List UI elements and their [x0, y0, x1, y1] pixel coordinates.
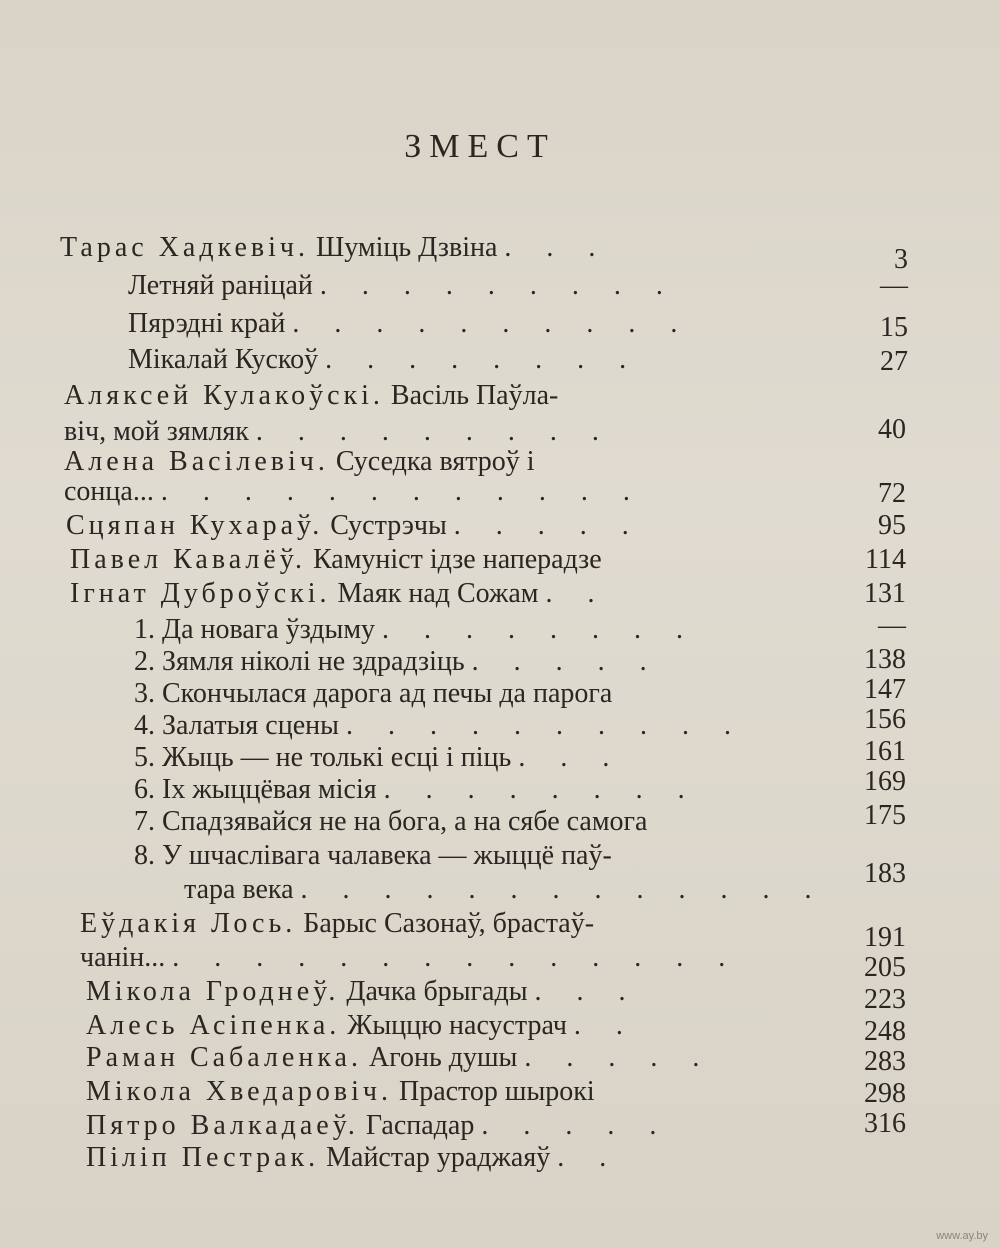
toc-title: Сустрэчы: [330, 510, 447, 541]
toc-row: [134, 840, 612, 872]
toc-row: [70, 578, 608, 610]
toc-author: Аляксей Кулакоўскі.: [64, 380, 384, 411]
toc-title: сонца...: [64, 476, 154, 507]
toc-row: [184, 874, 826, 906]
toc-page: 183: [864, 858, 906, 889]
toc-page: 161: [864, 736, 906, 767]
toc-dots: . . . . . . . .: [382, 614, 698, 645]
toc-row: [80, 942, 739, 974]
toc-title: 5. Жыць — не толькі есці і піць: [134, 742, 512, 773]
toc-row: [64, 476, 644, 508]
toc-row: [60, 232, 609, 264]
toc-dots: . . . . . . . . . . . . . .: [172, 942, 740, 973]
toc-page: 205: [864, 952, 906, 983]
toc-page: 40: [878, 414, 906, 445]
toc-title: 7. Спадзявайся не на бога, а на сябе самога: [134, 806, 648, 837]
toc-page: 72: [878, 478, 906, 509]
toc-page: 138: [864, 644, 906, 675]
toc-row: [134, 614, 697, 646]
toc-author: Еўдакія Лось.: [80, 908, 297, 939]
toc-dots: . . . . . . . .: [325, 344, 641, 375]
toc-row: [86, 1142, 620, 1174]
toc-row: [66, 510, 643, 542]
toc-dots: . . .: [534, 976, 640, 1007]
toc-title: Барыс Сазонаў, брастаў-: [303, 908, 595, 939]
toc-title: 4. Залатыя сцены: [134, 710, 339, 741]
toc-page: 156: [864, 704, 906, 735]
toc-author: Сцяпан Кухараў.: [66, 510, 324, 541]
toc-title: Майстар ураджаяў: [326, 1142, 551, 1173]
toc-author: Раман Сабаленка.: [86, 1042, 362, 1073]
toc-author: Мікола Хведаровіч.: [86, 1076, 392, 1107]
toc-page: 27: [880, 346, 908, 377]
toc-page: 316: [864, 1108, 906, 1139]
toc-title: Гаспадар: [365, 1110, 475, 1141]
toc-row: [134, 742, 623, 774]
toc-row: [86, 1042, 713, 1074]
toc-row: [86, 1110, 670, 1142]
toc-dots: . . . . . . . .: [383, 774, 699, 805]
page-title: ЗМЕСТ: [404, 128, 556, 165]
toc-dots: . . . . . . . . .: [319, 270, 677, 301]
toc-row: [70, 544, 602, 576]
toc-dots: . .: [573, 1010, 637, 1041]
toc-page: 131: [864, 578, 906, 609]
toc-page: 95: [878, 510, 906, 541]
toc-title: Маяк над Сожам: [337, 578, 539, 609]
toc-author: Пятро Валкадаеў.: [86, 1110, 359, 1141]
toc-title: 8. У шчаслівага чалавека — жыццё паў-: [134, 840, 612, 871]
toc-page: 175: [864, 800, 906, 831]
toc-author: Алесь Асіпенка.: [86, 1010, 341, 1041]
toc-page: —: [878, 610, 906, 641]
toc-dots: . . . . . . . . .: [255, 416, 613, 447]
toc-row: [128, 308, 691, 340]
toc-author: Тарас Хадкевіч.: [60, 232, 309, 263]
watermark: www.ay.by: [936, 1230, 988, 1242]
toc-dots: . . . . . . . . . .: [345, 710, 745, 741]
toc-title: Пярэдні край: [128, 308, 286, 339]
toc-title: 1. Да новага ўздыму: [134, 614, 376, 645]
toc-title: Летняй раніцай: [128, 270, 313, 301]
toc-dots: . . . . . . . . . .: [292, 308, 692, 339]
toc-title: чанін...: [80, 942, 166, 973]
toc-dots: . . .: [518, 742, 624, 773]
toc-dots: . . .: [504, 232, 610, 263]
toc-title: Суседка вятроў і: [335, 446, 535, 477]
toc-title: тара века: [184, 874, 294, 905]
toc-page: 169: [864, 766, 906, 797]
toc-page: 114: [865, 544, 906, 575]
toc-title: Васіль Паўла-: [390, 380, 559, 411]
toc-page: 283: [864, 1046, 906, 1077]
toc-title: віч, мой зямляк: [64, 416, 249, 447]
toc-row: [134, 646, 661, 678]
toc-row: [128, 344, 640, 376]
toc-row: [134, 678, 612, 710]
toc-title: Прастор шырокі: [398, 1076, 595, 1107]
toc-title: Камуніст ідзе наперадзе: [312, 544, 602, 575]
toc-row: [64, 446, 535, 478]
toc-dots: . . . . .: [453, 510, 643, 541]
toc-row: [80, 908, 594, 940]
toc-dots: . . . . .: [471, 646, 661, 677]
toc-row: [134, 710, 745, 742]
toc-title: 2. Зямля ніколі не здрадзіць: [134, 646, 465, 677]
toc-row: [64, 380, 558, 412]
toc-title: 3. Скончылася дарога ад печы да парога: [134, 678, 613, 709]
toc-row: [86, 1076, 595, 1108]
toc-title: Мікалай Кускоў: [128, 344, 319, 375]
toc-row: [86, 1010, 637, 1042]
toc-page: 191: [864, 922, 906, 953]
toc-row: [134, 806, 647, 838]
toc-page: —: [880, 270, 908, 301]
toc-row: [86, 976, 640, 1008]
toc-page: 147: [864, 674, 906, 705]
toc-title: Шуміць Дзвіна: [316, 232, 498, 263]
toc-title: 6. Іх жыццёвая місія: [134, 774, 377, 805]
toc-title: Дачка брыгады: [346, 976, 528, 1007]
toc-page: 248: [864, 1016, 906, 1047]
toc-row: [64, 416, 613, 448]
toc-dots: . .: [557, 1142, 621, 1173]
toc-dots: . . . . . . . . . . . .: [160, 476, 644, 507]
toc-page: 223: [864, 984, 906, 1015]
toc-author: Павел Кавалёў.: [70, 544, 306, 575]
toc-title: Жыццю насустрач: [347, 1010, 567, 1041]
toc-title: Агонь душы: [368, 1042, 518, 1073]
toc-author: Алена Васілевіч.: [64, 446, 329, 477]
toc-row: [128, 270, 677, 302]
toc-dots: . . . . .: [524, 1042, 714, 1073]
toc-author: Мікола Гроднеў.: [86, 976, 340, 1007]
toc-dots: . . . . .: [481, 1110, 671, 1141]
toc-page: 298: [864, 1078, 906, 1109]
toc-dots: . .: [545, 578, 609, 609]
toc-dots: . . . . . . . . . . . . .: [300, 874, 826, 905]
toc-page: 3: [894, 244, 908, 275]
toc-author: Ігнат Дуброўскі.: [70, 578, 331, 609]
toc-row: [134, 774, 699, 806]
toc-author: Пілiп Пестрак.: [86, 1142, 320, 1173]
toc-page: 15: [880, 312, 908, 343]
